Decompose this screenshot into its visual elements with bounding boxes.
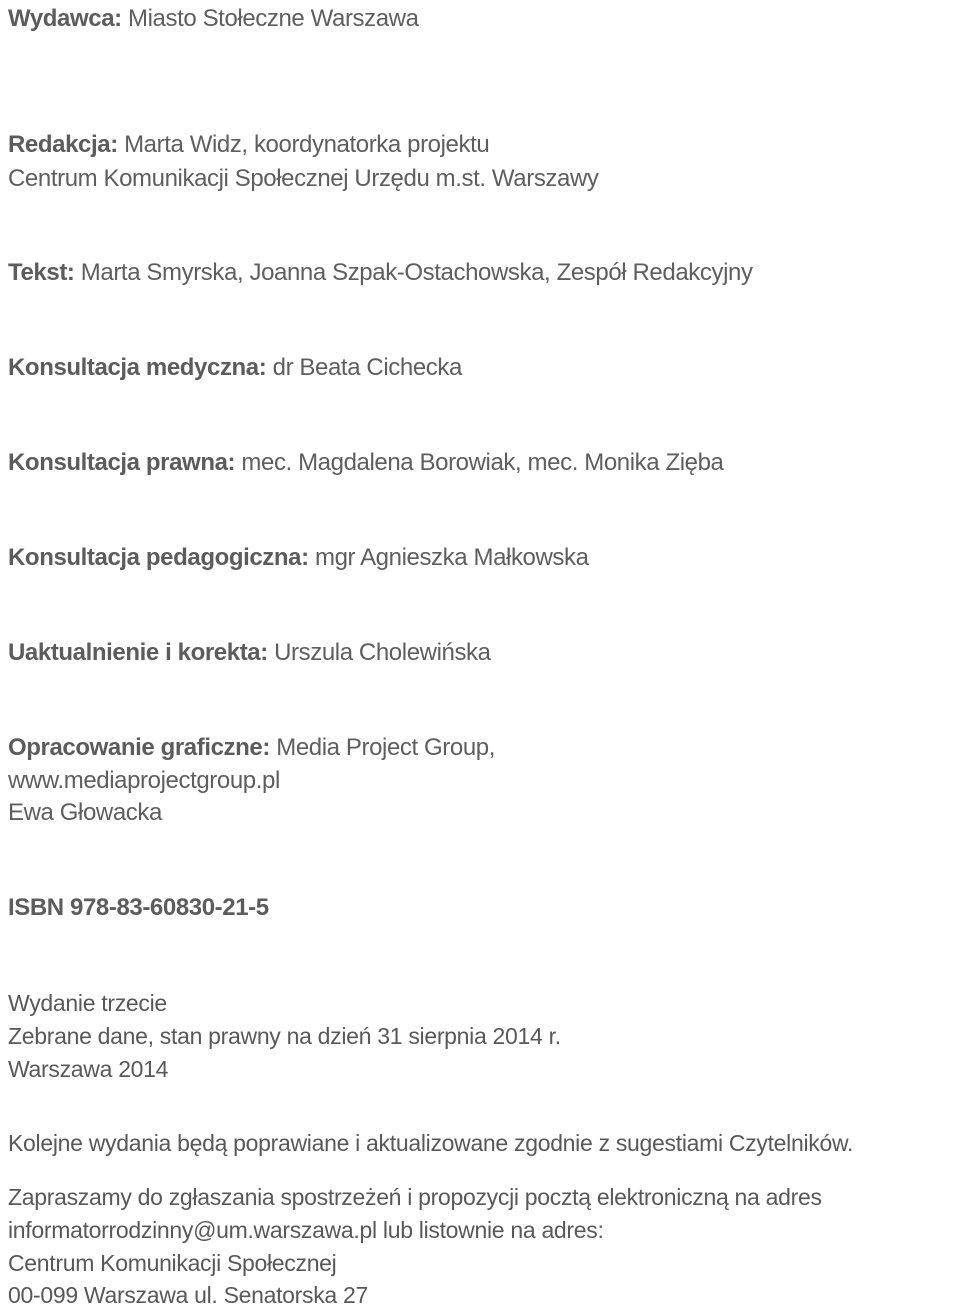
pedagogical-consultation-line — [8, 543, 589, 573]
editorial-label: Redakcja: — [8, 131, 118, 158]
edition-line — [8, 988, 167, 1018]
invitation-line-2 — [8, 1215, 604, 1245]
medical-consultation-value: dr Beata Cichecka — [272, 354, 462, 381]
update-correction-line — [8, 638, 491, 668]
place-year-text: Warszawa 2014 — [8, 1056, 169, 1082]
address-line-1 — [8, 1248, 337, 1278]
graphic-design-line — [8, 733, 495, 763]
address-text-1: Centrum Komunikacji Społecznej — [8, 1250, 337, 1276]
graphic-design-label: Opracowanie graficzne: — [8, 734, 270, 761]
isbn-text: ISBN 978-83-60830-21-5 — [8, 894, 269, 921]
isbn-line — [8, 893, 269, 923]
invitation-line-1 — [8, 1182, 822, 1212]
updates-note-text: Kolejne wydania będą poprawiane i aktualizowane zgodnie z sugestiami Czytelników. — [8, 1130, 854, 1156]
text-authors-label: Tekst: — [8, 259, 75, 286]
editorial-line-2 — [8, 164, 599, 194]
legal-consultation-label: Konsultacja prawna: — [8, 449, 236, 476]
address-text-2: 00-099 Warszawa ul. Senatorska 27 — [8, 1282, 368, 1308]
address-line-2 — [8, 1280, 368, 1310]
data-state-text: Zebrane dane, stan prawny na dzień 31 sierpnia 2014 r. — [8, 1023, 561, 1049]
data-state-line — [8, 1021, 561, 1051]
editorial-value-line2: Centrum Komunikacji Społecznej Urzędu m.st. Warszawy — [8, 165, 599, 192]
update-correction-value: Urszula Cholewińska — [274, 639, 491, 666]
text-authors-value: Marta Smyrska, Joanna Szpak-Ostachowska, Zespół Redakcyjny — [80, 259, 753, 286]
editorial-line — [8, 130, 489, 160]
update-correction-label: Uaktualnienie i korekta: — [8, 639, 268, 666]
graphic-design-value: Media Project Group, — [276, 734, 496, 761]
medical-consultation-line — [8, 353, 462, 383]
graphic-designer-line — [8, 798, 162, 828]
edition-text: Wydanie trzecie — [8, 990, 167, 1016]
publisher-label: Wydawca: — [8, 5, 122, 32]
pedagogical-consultation-label: Konsultacja pedagogiczna: — [8, 544, 309, 571]
text-authors-line — [8, 258, 753, 288]
editorial-value: Marta Widz, koordynatorka projektu — [124, 131, 490, 158]
publisher-line — [8, 4, 419, 34]
publisher-value: Miasto Stołeczne Warszawa — [128, 5, 419, 32]
invitation-text-1: Zapraszamy do zgłaszania spostrzeżeń i propozycji pocztą elektroniczną na adres — [8, 1184, 822, 1210]
graphic-design-website: www.mediaprojectgroup.pl — [8, 767, 280, 794]
legal-consultation-line — [8, 448, 724, 478]
legal-consultation-value: mec. Magdalena Borowiak, mec. Monika Zięba — [241, 449, 724, 476]
graphic-design-website-line — [8, 766, 280, 796]
medical-consultation-label: Konsultacja medyczna: — [8, 354, 267, 381]
invitation-text-2: informatorrodzinny@um.warszawa.pl lub listownie na adres: — [8, 1217, 604, 1243]
place-year-line — [8, 1054, 168, 1084]
pedagogical-consultation-value: mgr Agnieszka Małkowska — [315, 544, 589, 571]
updates-note-line — [8, 1128, 853, 1158]
graphic-designer-name: Ewa Głowacka — [8, 799, 162, 826]
